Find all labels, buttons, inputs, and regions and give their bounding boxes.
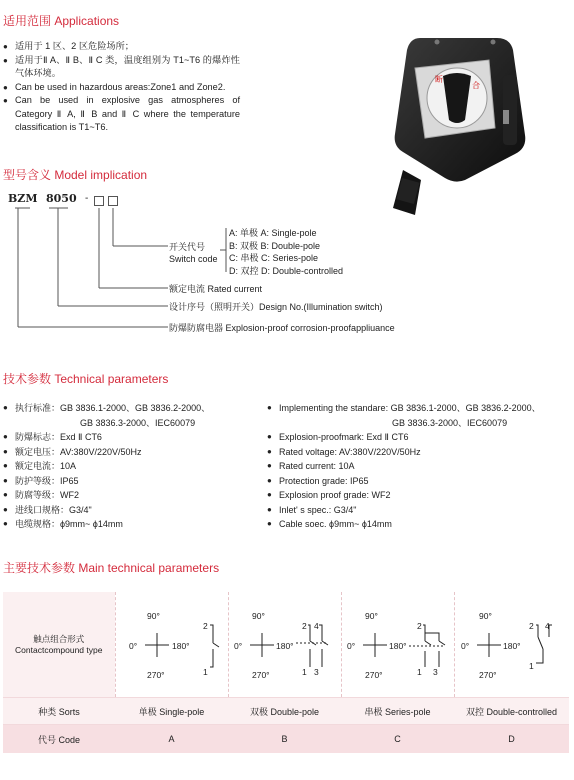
- contact-diagram-a: [115, 592, 228, 698]
- list-item: ● Explosion-proofmark: Exd Ⅱ CT6: [267, 430, 573, 445]
- svg-text:3: 3: [432, 666, 438, 677]
- svg-text:4: 4: [544, 620, 550, 631]
- svg-text:270°: 270°: [478, 669, 497, 680]
- list-item: ● Explosion proof grade: WF2: [267, 488, 573, 503]
- technical-right-list: [267, 401, 573, 532]
- model-code-number: 8050: [46, 192, 77, 205]
- table-row: [3, 698, 569, 725]
- table-cell: B: [228, 725, 341, 754]
- list-item: ● 进线口规格：G3/4": [3, 503, 265, 518]
- applications-title: 适用范围 Applications: [3, 14, 120, 28]
- table-cell: 单极 Single-pole: [115, 698, 228, 725]
- table-cell: A: [115, 725, 228, 754]
- list-item: ● 适用于 1 区、2 区危险场所；: [3, 40, 240, 54]
- svg-text:4: 4: [313, 620, 319, 631]
- explosion-proof-label: 防爆防腐电器 Explosion-proof corrosion-proofappliuance: [169, 323, 395, 333]
- svg-text:2: 2: [528, 620, 534, 631]
- table-cell: 双控 Double-controlled: [454, 698, 569, 725]
- table-row: [3, 592, 569, 698]
- dial-left-label: 断: [435, 75, 443, 84]
- model-title: 型号含义 Model implication: [3, 168, 148, 182]
- list-item: ● 防腐等级：WF2: [3, 488, 265, 503]
- contact-diagram-c: [341, 592, 454, 698]
- svg-text:180°: 180°: [502, 640, 521, 651]
- list-item: ● Rated current: 10A: [267, 459, 573, 474]
- svg-text:2: 2: [202, 620, 208, 631]
- svg-text:180°: 180°: [388, 640, 407, 651]
- model-code-prefix: BZM: [8, 192, 38, 205]
- svg-text:90°: 90°: [146, 610, 160, 621]
- main-params-table: [3, 592, 569, 753]
- switch-code-en: Switch code: [169, 254, 218, 264]
- list-item: ● Implementing the standare: GB 3836.1-2000、GB 3836.2-2000、 GB 3836.3-2000、IEC60079: [267, 401, 573, 430]
- list-item: ● Can be used in explosive gas atmospheres of Category Ⅱ A, Ⅱ B and Ⅱ C where the temperature classification is T1~T6.: [3, 94, 240, 135]
- table-cell: D: [454, 725, 569, 754]
- svg-text:90°: 90°: [478, 610, 492, 621]
- list-item: ● 电缆规格：ϕ9mm~ ϕ14mm: [3, 517, 265, 532]
- svg-text:2: 2: [416, 620, 422, 631]
- list-item: ● 额定电压：AV:380V/220V/50Hz: [3, 445, 265, 460]
- svg-text:270°: 270°: [251, 669, 270, 680]
- list-item: D: 双控 D: Double-controlled: [229, 265, 344, 276]
- svg-text:90°: 90°: [251, 610, 265, 621]
- svg-text:3: 3: [313, 666, 319, 677]
- svg-text:1: 1: [416, 666, 422, 677]
- list-item: ● Can be used in hazardous areas:Zone1 and Zone2.: [3, 81, 240, 95]
- table-row: [3, 725, 569, 754]
- svg-text:2: 2: [301, 620, 307, 631]
- list-item: ● Rated voltage: AV:380V/220V/50Hz: [267, 445, 573, 460]
- switch-code-label: [169, 241, 218, 265]
- technical-title: 技术参数 Technical parameters: [3, 372, 169, 386]
- table-cell: 双极 Double-pole: [228, 698, 341, 725]
- svg-text:1: 1: [202, 666, 208, 677]
- switch-code-list: [229, 227, 343, 277]
- svg-text:1: 1: [528, 660, 534, 671]
- contact-type-header: [3, 592, 115, 698]
- svg-text:0°: 0°: [346, 640, 355, 651]
- table-cell: C: [341, 725, 454, 754]
- applications-list: [3, 40, 240, 135]
- list-item: ● Protection grade: IP65: [267, 474, 573, 489]
- list-item: ● 执行标准：GB 3836.1-2000、GB 3836.2-2000、 GB 3836.3-2000、IEC60079: [3, 401, 265, 430]
- design-no-label: 设计序号（照明开关）Design No.(Illumination switch): [169, 302, 383, 312]
- contact-diagram-d: [454, 592, 569, 698]
- list-item: ● 额定电流：10A: [3, 459, 265, 474]
- sorts-label: 种类 Sorts: [3, 698, 115, 725]
- table-cell: 串极 Series-pole: [341, 698, 454, 725]
- technical-left-list: [3, 401, 265, 532]
- model-code-dash: -: [85, 193, 89, 204]
- list-item: C: 串极 C: Series-pole: [229, 253, 319, 263]
- dial-right-label: 合: [472, 81, 480, 90]
- svg-text:90°: 90°: [364, 610, 378, 621]
- svg-text:0°: 0°: [233, 640, 242, 651]
- svg-text:1: 1: [301, 666, 307, 677]
- svg-text:180°: 180°: [275, 640, 294, 651]
- list-item: ● 防爆标志：Exd Ⅱ CT6: [3, 430, 265, 445]
- list-item: ● Inlet' s spec.: G3/4": [267, 503, 573, 518]
- code-label: 代号 Code: [3, 725, 115, 754]
- svg-text:0°: 0°: [460, 640, 469, 651]
- contact-type-en: Contactcompound type: [15, 644, 103, 655]
- svg-text:180°: 180°: [171, 640, 190, 651]
- rated-current-label: 额定电流 Rated current: [169, 284, 263, 294]
- switch-code-cn: 开关代号: [169, 242, 206, 252]
- list-item: A: 单极 A: Single-pole: [229, 228, 317, 238]
- contact-type-cn: 触点组合形式: [33, 633, 85, 644]
- main-params-title: 主要技术参数 Main technical parameters: [3, 561, 220, 575]
- explosion-proof-switch-image: [385, 30, 535, 215]
- list-item: ● 适用于Ⅱ A、Ⅱ B、Ⅱ C 类，温度组别为 T1~T6 的爆炸性气体环境。: [3, 54, 240, 81]
- list-item: ● Cable soec. ϕ9mm~ ϕ14mm: [267, 517, 573, 532]
- svg-text:270°: 270°: [146, 669, 165, 680]
- svg-text:0°: 0°: [128, 640, 137, 651]
- list-item: B: 双极 B: Double-pole: [229, 240, 321, 251]
- svg-text:270°: 270°: [364, 669, 383, 680]
- list-item: ● 防护等级：IP65: [3, 474, 265, 489]
- contact-diagram-b: [228, 592, 341, 698]
